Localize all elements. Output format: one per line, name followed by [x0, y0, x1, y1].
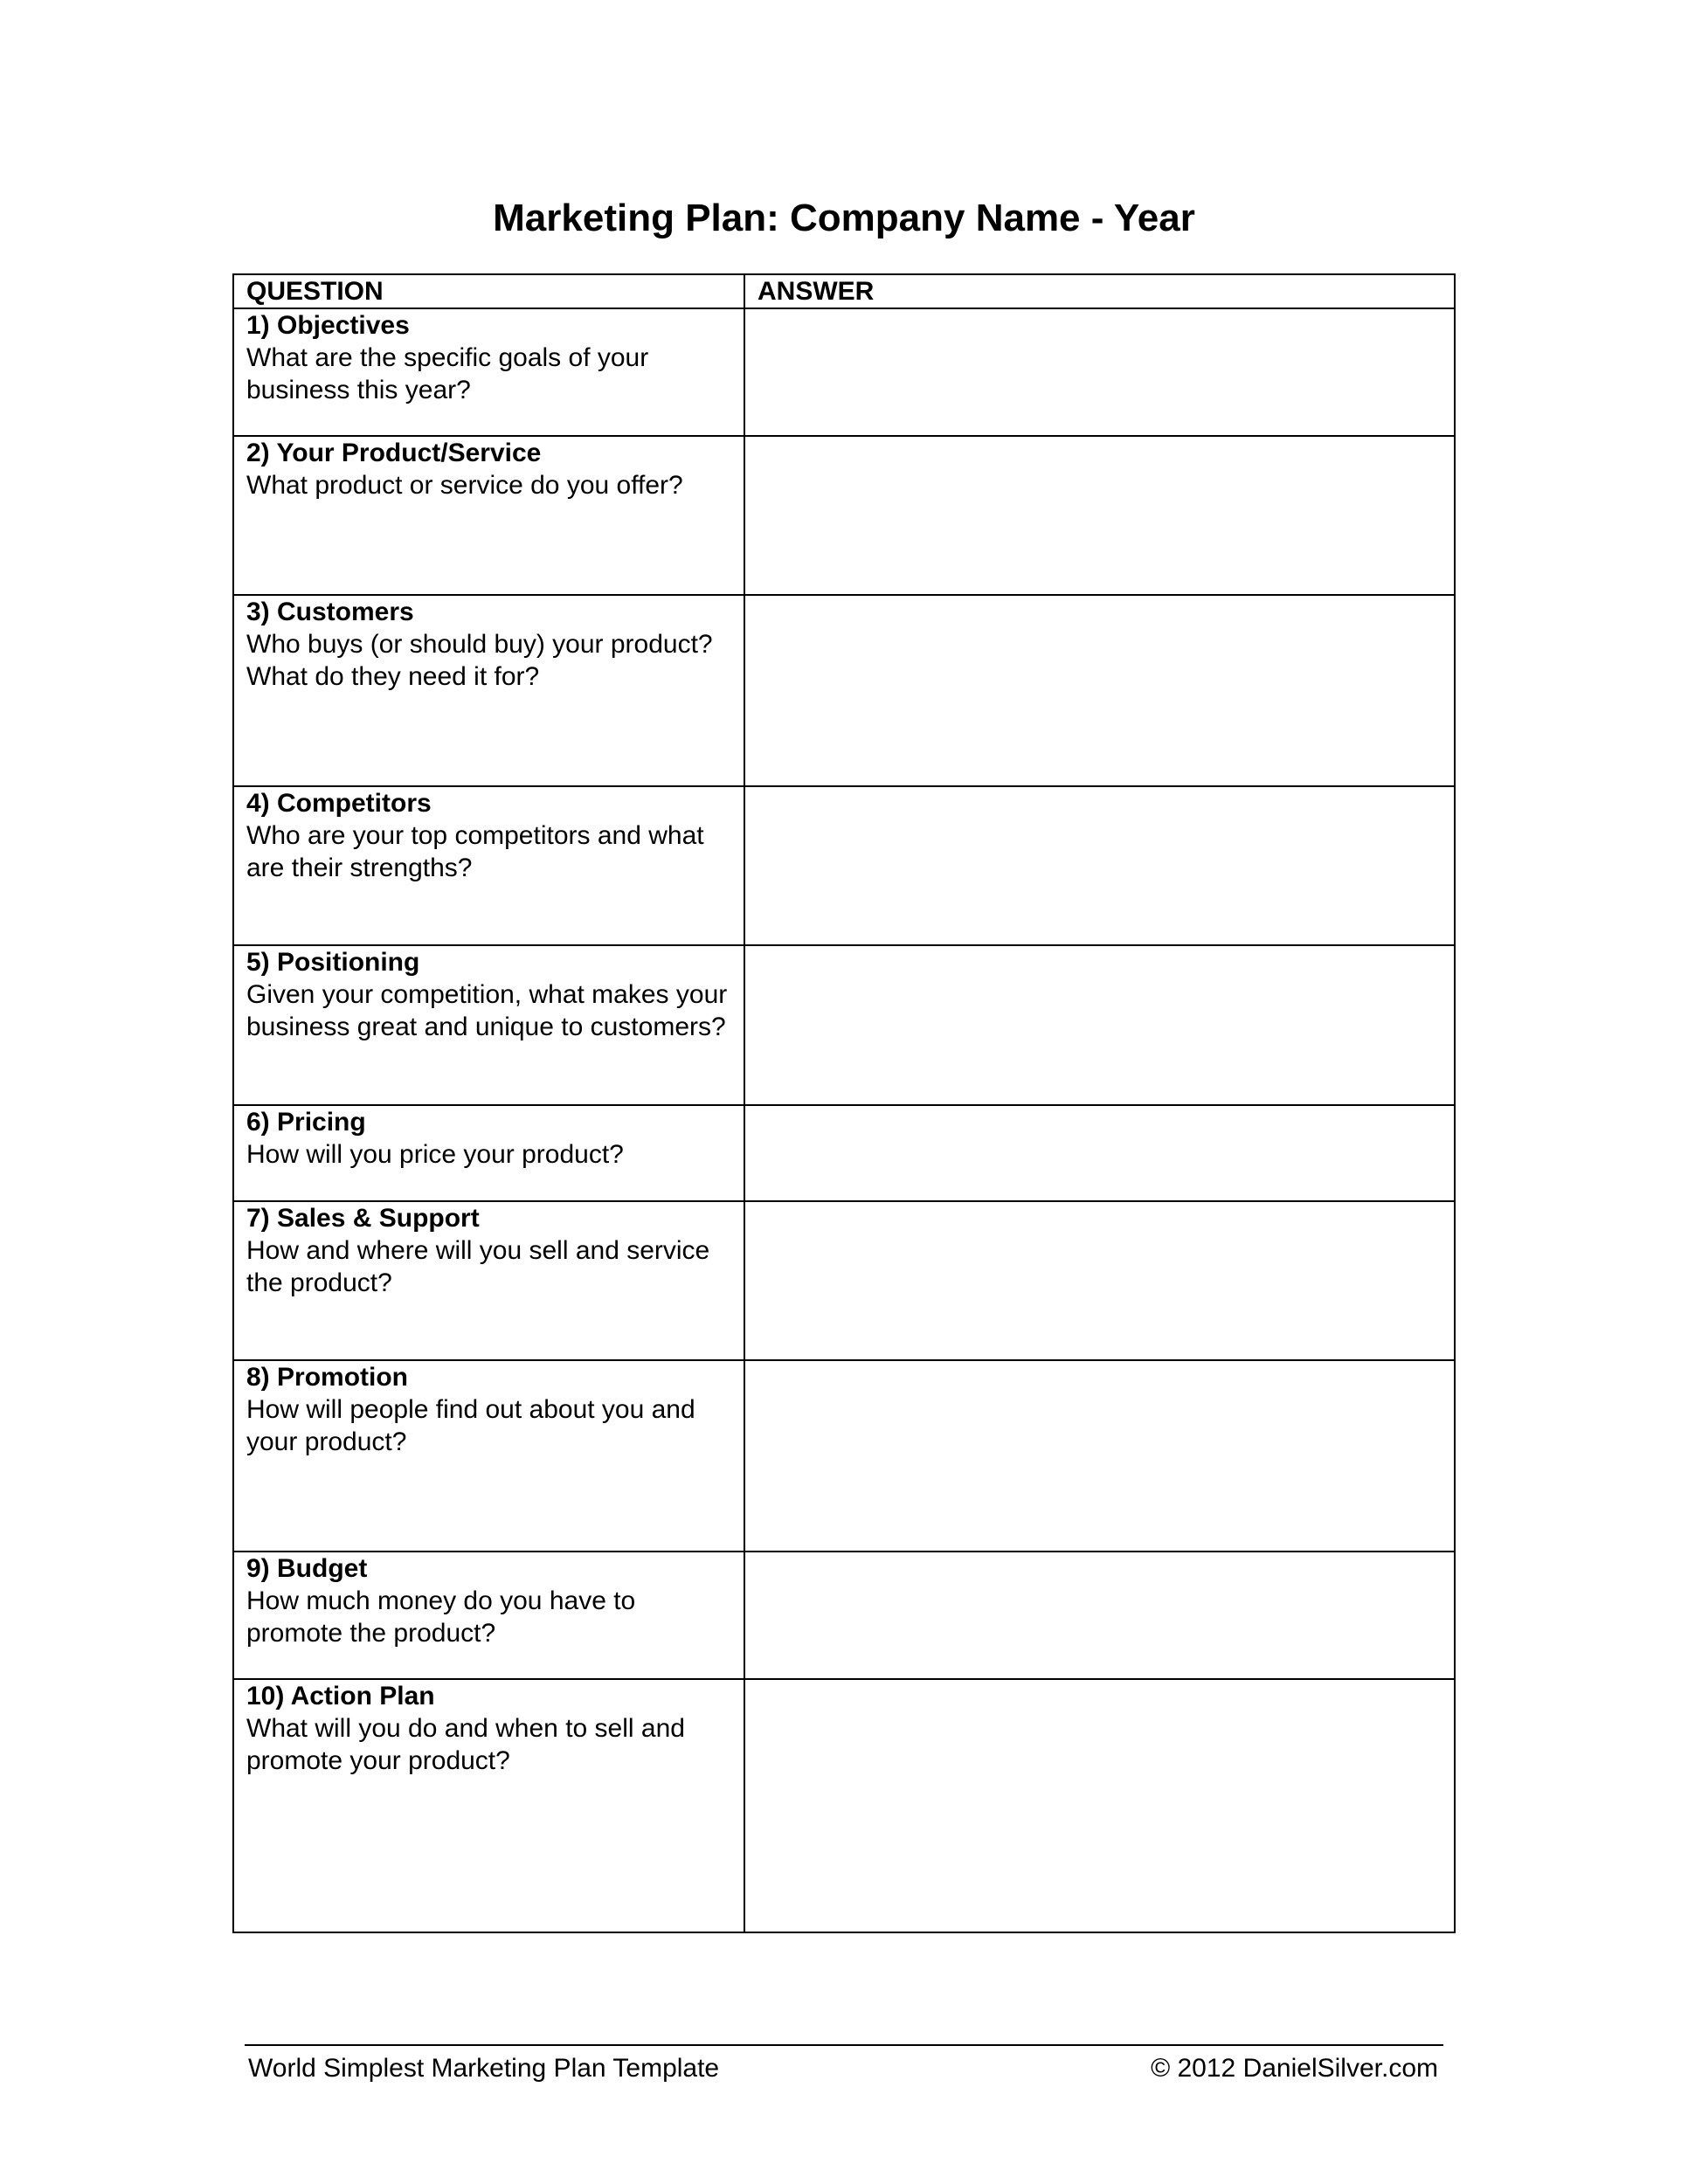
table-row [233, 308, 1455, 436]
question-cell [233, 595, 744, 786]
question-cell [233, 1552, 744, 1679]
question-title: 2) Your Product/Service [246, 439, 542, 467]
table-row [233, 1105, 1455, 1201]
table-row [233, 595, 1455, 786]
marketing-plan-table [232, 273, 1456, 1933]
answer-cell[interactable] [744, 436, 1455, 595]
question-text: Who buys (or should buy) your product? What do they need it for? [246, 630, 713, 691]
answer-cell[interactable] [744, 1105, 1455, 1201]
question-cell [233, 436, 744, 595]
page-title: Marketing Plan: Company Name - Year [493, 197, 1195, 239]
question-text: How much money do you have to promote the product? [246, 1586, 636, 1648]
question-cell [233, 1360, 744, 1552]
question-column-header: QUESTION [233, 274, 744, 308]
question-title: 9) Budget [246, 1554, 368, 1583]
question-cell [233, 945, 744, 1105]
table-header-row [233, 274, 1455, 308]
question-title: 6) Pricing [246, 1108, 366, 1137]
question-text: How and where will you sell and service the product? [246, 1236, 710, 1297]
question-title: 10) Action Plan [246, 1682, 435, 1711]
footer-divider [245, 2044, 1443, 2046]
answer-cell[interactable] [744, 1360, 1455, 1552]
answer-column-header: ANSWER [744, 274, 1455, 308]
table-row [233, 786, 1455, 945]
question-cell [233, 786, 744, 945]
answer-cell[interactable] [744, 1679, 1455, 1932]
table-row [233, 1360, 1455, 1552]
answer-cell[interactable] [744, 945, 1455, 1105]
footer-template-name: World Simplest Marketing Plan Template [248, 2054, 720, 2083]
question-title: 7) Sales & Support [246, 1204, 480, 1233]
table-row [233, 1201, 1455, 1360]
question-cell [233, 1105, 744, 1201]
table-row [233, 436, 1455, 595]
question-title: 1) Objectives [246, 311, 410, 340]
question-cell [233, 1201, 744, 1360]
answer-cell[interactable] [744, 1552, 1455, 1679]
question-title: 3) Customers [246, 598, 414, 626]
answer-cell[interactable] [744, 595, 1455, 786]
answer-cell[interactable] [744, 1201, 1455, 1360]
question-cell [233, 1679, 744, 1932]
table-row [233, 945, 1455, 1105]
answer-cell[interactable] [744, 308, 1455, 436]
question-cell [233, 308, 744, 436]
question-text: How will people find out about you and your product? [246, 1395, 695, 1456]
table-row [233, 1679, 1455, 1932]
question-text: Given your competition, what makes your business great and unique to customers? [246, 980, 728, 1041]
question-text: Who are your top competitors and what are their strengths? [246, 821, 704, 882]
question-title: 8) Promotion [246, 1363, 408, 1392]
question-title: 4) Competitors [246, 789, 432, 818]
question-text: What product or service do you offer? [246, 471, 683, 500]
footer-copyright: © 2012 DanielSilver.com [1151, 2054, 1438, 2083]
answer-cell[interactable] [744, 786, 1455, 945]
question-title: 5) Positioning [246, 948, 420, 977]
question-text: How will you price your product? [246, 1140, 624, 1169]
table-row [233, 1552, 1455, 1679]
question-text: What are the specific goals of your business this year? [246, 343, 649, 404]
question-text: What will you do and when to sell and promote your product? [246, 1714, 685, 1775]
